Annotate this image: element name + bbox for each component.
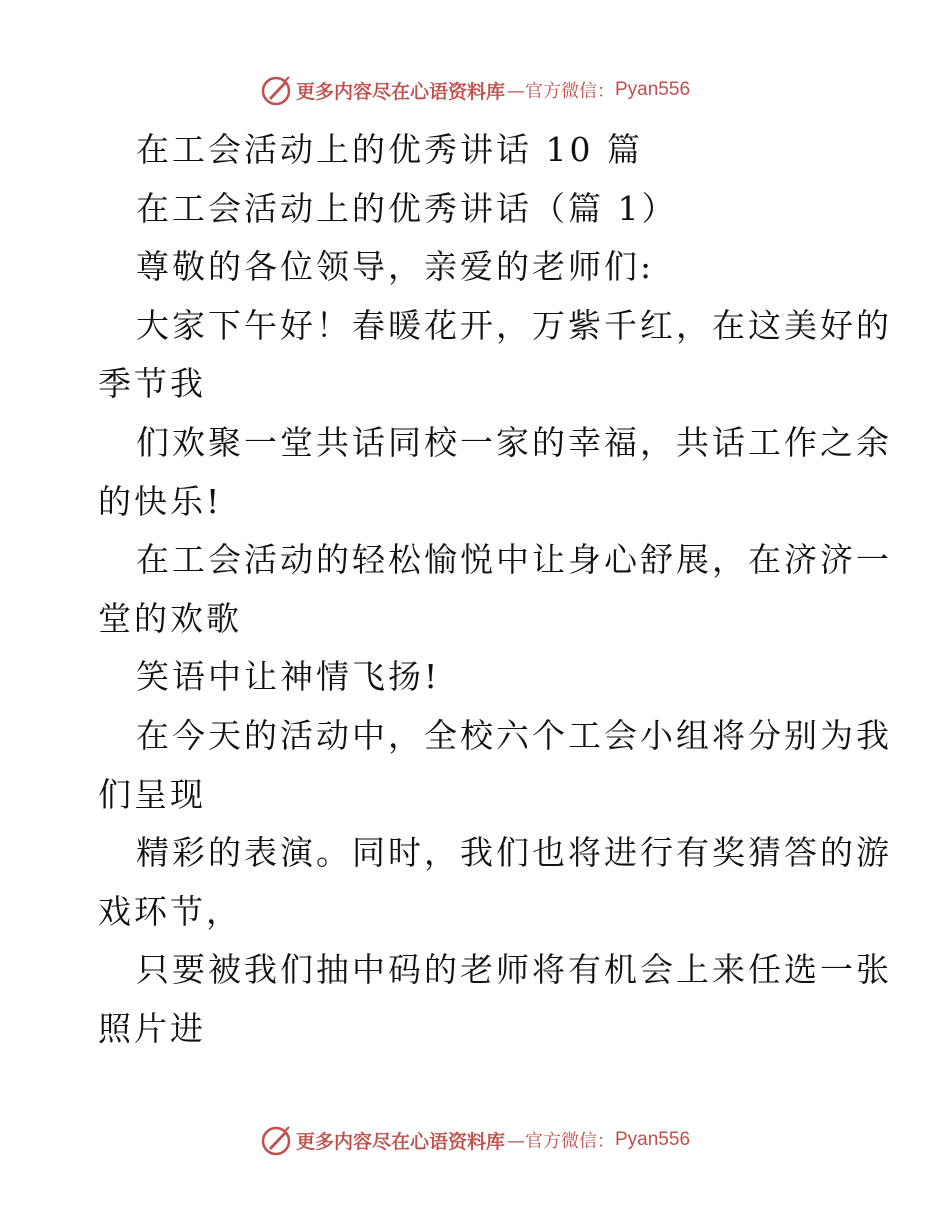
header-banner — [0, 70, 950, 110]
document-title: 在工会活动上的优秀讲话 10 篇 — [136, 130, 643, 169]
body-line: 们呈现 — [98, 774, 206, 814]
body-line: 笑语中让神情飞扬! — [136, 657, 441, 697]
footer-banner-sub: —官方微信： — [507, 1131, 615, 1152]
body-line: 在工会活动的轻松愉悦中让身心舒展，在济济一 — [136, 540, 892, 580]
body-line: 精彩的表演。同时，我们也将进行有奖猜答的游 — [136, 833, 892, 873]
body-line: 的快乐! — [98, 481, 223, 521]
section-heading: 在工会活动上的优秀讲话（篇 1） — [136, 188, 678, 228]
header-banner-sub: —官方微信： — [507, 81, 615, 102]
body-line: 堂的欢歌 — [98, 598, 242, 638]
header-banner-wechat-id: Pyan556 — [615, 79, 691, 100]
footer-banner-wechat-id: Pyan556 — [615, 1129, 691, 1150]
document-body — [98, 121, 892, 1059]
salutation: 尊敬的各位领导，亲爱的老师们: — [136, 247, 655, 287]
body-line: 照片进 — [98, 1008, 206, 1048]
body-line: 大家下午好！春暖花开，万紫千红，在这美好的 — [136, 305, 892, 345]
body-line: 季节我 — [98, 364, 206, 404]
quill-pen-logo-icon — [260, 1124, 292, 1156]
body-line: 在今天的活动中，全校六个工会小组将分别为我 — [136, 715, 892, 755]
header-banner-text: 更多内容尽在心语资料库 — [295, 80, 505, 103]
footer-banner — [0, 1120, 950, 1160]
body-line: 只要被我们抽中码的老师将有机会上来任选一张 — [136, 950, 892, 990]
body-line: 戏环节， — [98, 891, 242, 931]
footer-banner-text: 更多内容尽在心语资料库 — [295, 1130, 505, 1153]
body-line: 们欢聚一堂共话同校一家的幸福，共话工作之余 — [136, 422, 892, 462]
quill-pen-logo-icon — [260, 74, 292, 106]
